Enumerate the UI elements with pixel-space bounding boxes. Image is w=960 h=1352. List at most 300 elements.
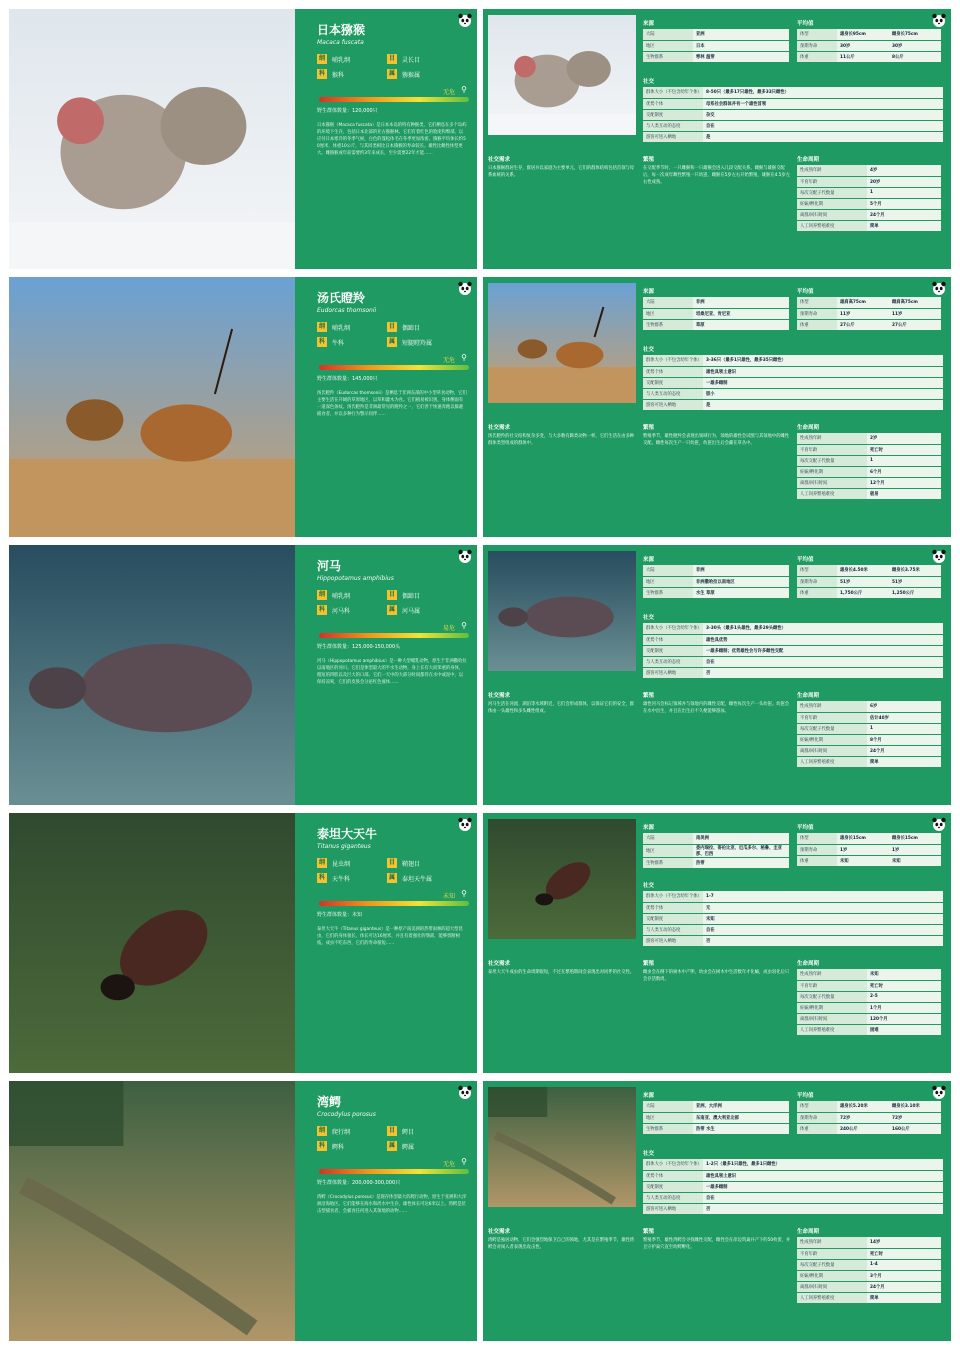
table-row	[797, 1237, 941, 1248]
species-name: 河马	[317, 559, 342, 573]
female-value: 30岁	[889, 40, 941, 51]
location-pin-icon: ⚲	[461, 85, 467, 94]
species-name: 湾鳄	[317, 1095, 342, 1109]
row-key: 预期寿命	[797, 40, 837, 51]
average-section	[797, 19, 941, 63]
row-value: 1	[867, 187, 941, 198]
row-key: 生物群系	[643, 587, 693, 598]
taxon-key: 纲	[318, 55, 325, 62]
photo-frame	[9, 813, 295, 1073]
taxon-value: 天牛科	[332, 875, 351, 883]
species-description: 汤氏瞪羚（Eudorcas thomsonii）是栖息于非洲东部的中小型草食动物，它们主要生活在开阔的草原地区，以草和灌木为食。它们极易被识别，身体侧面有一道深色条纹。汤氏瞪羚是非洲最常见的瞪羚之一，它们善于快速奔跑以躲避捕食者，并以多种行为警示同伴……	[317, 391, 467, 417]
row-value: 一雄多雌制	[703, 1181, 943, 1192]
panda-logo-icon	[457, 816, 473, 832]
row-value: 简单	[867, 756, 941, 767]
section-title: 繁殖	[643, 425, 655, 431]
taxon-key: 目	[388, 1127, 395, 1134]
table-row	[643, 587, 789, 598]
row-value: 简单	[867, 1292, 941, 1303]
male-value: 27公斤	[837, 319, 889, 330]
row-key: 群体大小（不包含幼年个体）	[643, 891, 703, 902]
table-row	[797, 1013, 941, 1024]
table-row	[643, 844, 789, 857]
row-value: 是	[703, 131, 943, 142]
taxon-key: 科	[318, 606, 325, 613]
section-title: 繁殖	[643, 693, 655, 699]
row-value: 是	[703, 399, 943, 410]
scientific-name: Crocodylus porosus	[317, 1111, 376, 1118]
female-value: 雌身长3.75米	[889, 565, 941, 576]
animal-photo	[9, 277, 295, 537]
taxon-key: 纲	[318, 323, 325, 330]
social-section	[643, 881, 943, 947]
taxon-key: 科	[318, 70, 325, 77]
row-value: 1个月	[867, 1002, 941, 1013]
row-value: 极易	[867, 488, 941, 499]
row-key: 不育年龄	[797, 176, 867, 187]
species-name: 汤氏瞪羚	[317, 291, 366, 305]
table-row	[643, 913, 943, 924]
row-key: 每次交配子代数量	[797, 723, 867, 734]
row-value: 水生 草原	[693, 587, 789, 598]
average-section	[797, 555, 941, 599]
section-title: 平均值	[797, 289, 814, 295]
conservation-status	[317, 1157, 469, 1179]
row-value: 5个月	[867, 198, 941, 209]
row-key: 地区	[643, 40, 693, 51]
table-row	[643, 1112, 789, 1123]
row-value: 120个月	[867, 1013, 941, 1024]
taxon-value: 爬行纲	[332, 1128, 351, 1136]
location-pin-icon: ⚲	[461, 621, 467, 630]
male-value: 雄身长4.50米	[837, 565, 889, 576]
row-key: 大陆	[643, 29, 693, 40]
status-gradient-bar	[319, 97, 469, 102]
row-key: 离群/回归时间	[797, 209, 867, 220]
photo-frame	[9, 277, 295, 537]
location-pin-icon: ⚲	[461, 1157, 467, 1166]
row-value: 无	[703, 902, 943, 913]
male-value: 30岁	[837, 40, 889, 51]
row-key: 体重	[797, 587, 837, 598]
taxon-value: 短腿瞪羚属	[402, 339, 433, 347]
row-key: 游客可进入栖地	[643, 399, 703, 410]
male-value: 未知	[837, 855, 889, 866]
section-title: 生命周期	[797, 157, 820, 163]
lifecycle-section	[797, 691, 941, 768]
row-value: 简单	[867, 220, 941, 231]
row-key: 交配制度	[643, 645, 703, 656]
species-description: 泰坦大天牛（Titanus giganteus）是一种原产南美洲的热带雨林的超大型昆虫，它们的身体很长，体长可达16厘米，并且有着强壮的颚部，能够剪断树枝。成虫不吃东西，它们的寿命很短……	[317, 927, 463, 946]
section-title: 来源	[643, 289, 655, 295]
taxon-value: 猕猴属	[402, 71, 421, 79]
lifecycle-section	[797, 423, 941, 500]
row-value: 14岁	[867, 1237, 941, 1248]
breeding-text: 雌虫会在倒下的树木中产卵，幼虫会在树木中生活数年才化蛹，成虫羽化后只会存活数周。	[643, 970, 790, 982]
table-row	[643, 399, 943, 410]
table-row	[643, 120, 943, 131]
row-key: 生物群系	[643, 319, 693, 330]
row-value: 雄性具优势	[703, 634, 943, 645]
female-value: 51岁	[889, 576, 941, 587]
row-key: 优势个体	[643, 902, 703, 913]
breeding-text: 在交配季节时，一只雌猴和一只雄猴会进入几段交配关系。雌猴与雄猴交配后，每一次成年雌性繁殖一只幼崽，雌猴在5岁左右开始繁殖，雄猴在4.5岁左右性成熟。	[643, 166, 791, 185]
taxon-value: 鳄目	[402, 1128, 415, 1136]
section-title: 社交	[643, 79, 655, 85]
panda-logo-icon	[457, 1084, 473, 1100]
social-needs-section	[488, 155, 636, 179]
male-value: 雄身长95cm	[837, 29, 889, 40]
species-name: 泰坦大天牛	[317, 827, 378, 841]
row-key: 离群/回归时间	[797, 477, 867, 488]
animal-photo	[488, 551, 636, 671]
taxon-value: 河马属	[402, 607, 421, 615]
panda-logo-icon	[457, 548, 473, 564]
row-value: 3-36只（最多1只雄性，最多35只雌性）	[703, 355, 943, 366]
wild-population: 野生群体数量：200,000-300,000只	[317, 1180, 401, 1186]
row-value: 母系社会群体并有一个雄性首领	[703, 98, 943, 109]
taxon-value: 哺乳纲	[332, 56, 351, 64]
table-row	[643, 319, 789, 330]
social-needs-section	[488, 1227, 636, 1251]
taxon-value: 河马科	[332, 607, 351, 615]
row-key: 优势个体	[643, 634, 703, 645]
table-row	[797, 844, 941, 855]
row-value: 寒林 温带	[693, 51, 789, 62]
row-value: 1-2只（最多1只雄性，最多1只雌性）	[703, 1159, 943, 1170]
row-key: 群体大小（不包含幼年个体）	[643, 87, 703, 98]
section-title: 社交	[643, 883, 655, 889]
row-value: 20岁	[867, 176, 941, 187]
row-key: 体型	[797, 297, 837, 308]
section-title: 社交需求	[488, 693, 511, 699]
table-row	[643, 1101, 789, 1112]
row-key: 生物群系	[643, 857, 693, 868]
conservation-status	[317, 85, 469, 107]
row-key: 大陆	[643, 1101, 693, 1112]
row-value: 2岁	[867, 433, 941, 444]
table-row	[797, 734, 941, 745]
table-row	[797, 209, 941, 220]
row-value: 24个月	[867, 209, 941, 220]
row-key: 体重	[797, 1123, 837, 1134]
table-row	[797, 466, 941, 477]
male-value: 11岁	[837, 308, 889, 319]
table-row	[643, 667, 943, 678]
conservation-status	[317, 889, 469, 911]
status-gradient-bar	[319, 901, 469, 906]
table-row	[643, 565, 789, 576]
status-gradient-bar	[319, 365, 469, 370]
species-detail-card	[483, 9, 951, 269]
row-value: 东南亚、澳大利亚北部	[693, 1112, 789, 1123]
male-value: 240公斤	[837, 1123, 889, 1134]
row-key: 人工饲养繁殖难度	[797, 220, 867, 231]
social-section	[643, 77, 943, 143]
table-row	[797, 176, 941, 187]
section-title: 来源	[643, 557, 655, 563]
row-key: 群体大小（不包含幼年个体）	[643, 355, 703, 366]
table-row	[643, 1203, 943, 1214]
section-title: 平均值	[797, 825, 814, 831]
photo-thumbnail	[488, 15, 636, 135]
table-row	[643, 645, 943, 656]
taxon-key: 属	[388, 338, 395, 345]
breeding-section	[643, 691, 791, 715]
table-row	[797, 745, 941, 756]
female-value: 160公斤	[889, 1123, 941, 1134]
table-row	[643, 924, 943, 935]
table-row	[797, 40, 941, 51]
row-key: 地区	[643, 576, 693, 587]
row-key: 交配制度	[643, 913, 703, 924]
location-pin-icon: ⚲	[461, 889, 467, 898]
section-title: 生命周期	[797, 425, 820, 431]
wild-population: 野生群体数量：145,000只	[317, 376, 378, 382]
social-needs-text: 汤氏瞪羚的社交结构复杂多变，与大多数有蹄类动物一样，它们生活在由多种群体类型组成的群体中。	[488, 434, 635, 446]
row-key: 不育年龄	[797, 980, 867, 991]
table-row	[797, 297, 941, 308]
row-key: 与人类互动的态度	[643, 1192, 703, 1203]
section-title: 社交	[643, 347, 655, 353]
table-row	[643, 355, 943, 366]
male-value: 72岁	[837, 1112, 889, 1123]
taxon-value: 哺乳纲	[332, 592, 351, 600]
table-row	[643, 656, 943, 667]
section-title: 社交需求	[488, 157, 511, 163]
row-value: 胆小	[703, 388, 943, 399]
table-row	[797, 1123, 941, 1134]
male-value: 雄身长15cm	[837, 833, 889, 844]
taxonomy-grid	[317, 322, 467, 347]
conservation-status	[317, 353, 469, 375]
status-gradient-bar	[319, 633, 469, 638]
row-key: 与人类互动的态度	[643, 120, 703, 131]
photo-frame	[9, 545, 295, 805]
section-title: 生命周期	[797, 1229, 820, 1235]
row-key: 离群/回归时间	[797, 745, 867, 756]
row-key: 人工饲养繁殖难度	[797, 756, 867, 767]
row-key: 交配制度	[643, 109, 703, 120]
table-row	[797, 488, 941, 499]
average-section	[797, 287, 941, 331]
row-value: 死亡时	[867, 980, 941, 991]
social-section	[643, 345, 943, 411]
species-info	[305, 277, 477, 537]
row-key: 不育年龄	[797, 444, 867, 455]
row-key: 体型	[797, 565, 837, 576]
row-key: 预期寿命	[797, 844, 837, 855]
row-value: 3-30头（最多1头雄性，最多29头雌性）	[703, 623, 943, 634]
male-value: 11公斤	[837, 51, 889, 62]
female-value: 雌身长3.10米	[889, 1101, 941, 1112]
taxon-value: 哺乳纲	[332, 324, 351, 332]
lifecycle-section	[797, 959, 941, 1036]
male-value: 1,750公斤	[837, 587, 889, 598]
species-name: 日本猕猴	[317, 23, 366, 37]
row-value: 8-50只（最多17只雄性，最多33只雌性）	[703, 87, 943, 98]
taxon-value: 鳄科	[332, 1143, 345, 1151]
row-key: 体型	[797, 833, 837, 844]
row-value: 亚洲	[693, 29, 789, 40]
row-key: 妊娠/孵化期	[797, 1002, 867, 1013]
breeding-text: 雄性河马会标记领域并与领地内的雌性交配，雌性每次生产一头幼崽。幼崽会在水中出生，并且在出生后不久便能够游泳。	[643, 702, 790, 714]
animal-photo	[488, 15, 636, 135]
table-row	[797, 477, 941, 488]
average-section	[797, 1091, 941, 1135]
taxon-key: 属	[388, 70, 395, 77]
male-value: 雄身长5.20米	[837, 1101, 889, 1112]
table-row	[797, 1292, 941, 1303]
lifecycle-section	[797, 155, 941, 232]
social-needs-text: 泰坦大天牛成虫的生命周期很短，不过在繁殖期间会表现出对同伴的社交性。	[488, 970, 635, 975]
row-value: 亚洲、大洋洲	[693, 1101, 789, 1112]
origin-section	[643, 1091, 789, 1135]
animal-photo	[9, 813, 295, 1073]
row-key: 性成熟年龄	[797, 1237, 867, 1248]
row-key: 性成熟年龄	[797, 701, 867, 712]
table-row	[797, 51, 941, 62]
location-pin-icon: ⚲	[461, 353, 467, 362]
social-needs-section	[488, 959, 636, 976]
row-value: 4岁	[867, 165, 941, 176]
row-value: 死亡时	[867, 1248, 941, 1259]
row-key: 性成熟年龄	[797, 433, 867, 444]
social-needs-text: 湾鳄是独居动物，它们会强烈地保卫自己的领地，尤其是在繁殖季节，雄性湾鳄会对闯入者表现出攻击性。	[488, 1238, 635, 1250]
table-row	[643, 51, 789, 62]
table-row	[797, 587, 941, 598]
photo-frame	[9, 9, 295, 269]
table-row	[643, 29, 789, 40]
table-row	[643, 1159, 943, 1170]
table-row	[643, 935, 943, 946]
row-key: 预期寿命	[797, 576, 837, 587]
row-key: 游客可进入栖地	[643, 667, 703, 678]
animal-photo	[488, 283, 636, 403]
panda-logo-icon	[457, 12, 473, 28]
female-value: 雌肩高75cm	[889, 297, 941, 308]
status-gradient-bar	[319, 1169, 469, 1174]
taxon-value: 偶蹄目	[402, 592, 421, 600]
status-label: 未知	[442, 893, 455, 900]
taxon-key: 科	[318, 338, 325, 345]
species-detail-card	[483, 1081, 951, 1341]
row-value: 6个月	[867, 466, 941, 477]
table-row	[643, 366, 943, 377]
row-value: 未知	[867, 969, 941, 980]
photo-thumbnail	[488, 1087, 636, 1207]
row-value: 热带 水生	[693, 1123, 789, 1134]
row-value: 8个月	[867, 734, 941, 745]
photo-thumbnail	[488, 819, 636, 939]
row-key: 优势个体	[643, 1170, 703, 1181]
row-value: 杂交	[703, 109, 943, 120]
row-key: 离群/回归时间	[797, 1013, 867, 1024]
table-row	[797, 1024, 941, 1035]
row-key: 不育年龄	[797, 1248, 867, 1259]
species-detail-card	[483, 545, 951, 805]
row-key: 地区	[643, 308, 693, 319]
row-key: 妊娠/孵化期	[797, 1270, 867, 1281]
species-description: 湾鳄（Crocodylus porosus）是现存体型最大的爬行动物，原生于亚洲和大洋洲沿海地区。它们能够在海水和淡水中生存，雄性体长可达6米以上。湾鳄是伏击型捕食者，会捕食任何进入其领地的动物……	[317, 1195, 467, 1214]
origin-section	[643, 823, 789, 869]
social-section	[643, 613, 943, 679]
row-key: 大陆	[643, 833, 693, 844]
wild-population: 野生群体数量：120,000只	[317, 108, 378, 114]
taxon-value: 泰坦天牛属	[402, 875, 433, 883]
row-key: 群体大小（不包含幼年个体）	[643, 623, 703, 634]
row-key: 每次交配子代数量	[797, 991, 867, 1002]
taxon-value: 昆虫纲	[332, 860, 351, 868]
taxonomy-grid	[317, 590, 467, 615]
row-key: 与人类互动的态度	[643, 924, 703, 935]
table-row	[643, 833, 789, 844]
row-key: 体重	[797, 319, 837, 330]
row-key: 预期寿命	[797, 1112, 837, 1123]
lifecycle-section	[797, 1227, 941, 1304]
taxon-value: 鞘翅目	[402, 860, 421, 868]
row-value: 自在	[703, 120, 943, 131]
row-value: 1	[867, 455, 941, 466]
row-value: 雄性具领土意识	[703, 1170, 943, 1181]
table-row	[797, 433, 941, 444]
animal-photo	[9, 545, 295, 805]
taxon-key: 属	[388, 1142, 395, 1149]
table-row	[797, 1248, 941, 1259]
animal-photo	[9, 9, 295, 269]
breeding-section	[643, 423, 791, 447]
animal-photo	[488, 819, 636, 939]
average-section	[797, 823, 941, 867]
section-title: 来源	[643, 21, 655, 27]
row-key: 每次交配子代数量	[797, 1259, 867, 1270]
species-detail-card	[483, 277, 951, 537]
breeding-text: 繁殖季节，雄性湾鳄会寻找雌性交配，雌性会在岸边筑巢并产下约50枚蛋，并且守护巢穴直至幼鳄孵化。	[643, 1238, 791, 1250]
wild-population: 野生群体数量：未知	[317, 912, 363, 918]
row-value: 自在	[703, 924, 943, 935]
section-title: 繁殖	[643, 961, 655, 967]
section-title: 社交	[643, 1151, 655, 1157]
social-needs-text: 日本猕猴群居生存，群居并以家庭为主要单元，它们的群体结构包括首领与母系血统的关系。	[488, 166, 635, 178]
scientific-name: Titanus giganteus	[317, 843, 371, 850]
table-row	[797, 576, 941, 587]
table-row	[797, 1270, 941, 1281]
taxon-key: 纲	[318, 859, 325, 866]
photo-thumbnail	[488, 283, 636, 403]
conservation-status	[317, 621, 469, 643]
taxon-key: 目	[388, 323, 395, 330]
row-value: 估计40岁	[867, 712, 941, 723]
female-value: 72岁	[889, 1112, 941, 1123]
table-row	[643, 87, 943, 98]
table-row	[797, 1259, 941, 1270]
scientific-name: Eudorcas thomsonii	[317, 307, 377, 314]
row-key: 游客可进入栖地	[643, 1203, 703, 1214]
taxonomy-grid	[317, 1126, 467, 1151]
row-value: 死亡时	[867, 444, 941, 455]
row-key: 性成熟年龄	[797, 165, 867, 176]
table-row	[643, 576, 789, 587]
row-value: 6岁	[867, 701, 941, 712]
breeding-section	[643, 1227, 791, 1251]
table-row	[797, 1281, 941, 1292]
section-title: 平均值	[797, 557, 814, 563]
row-key: 优势个体	[643, 366, 703, 377]
row-key: 群体大小（不包含幼年个体）	[643, 1159, 703, 1170]
taxon-key: 科	[318, 1142, 325, 1149]
row-value: 委内瑞拉、哥伦比亚、厄瓜多尔、秘鲁、圭亚那、巴西	[693, 844, 789, 857]
row-value: 1-7	[703, 891, 943, 902]
